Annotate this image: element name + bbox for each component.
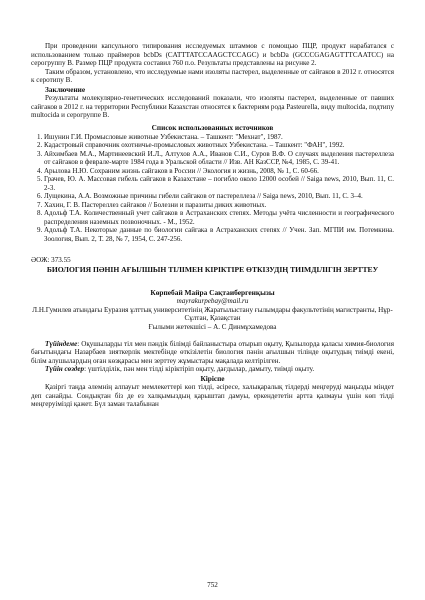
intro-heading: Кіріспе [200,374,225,383]
udk-code: ӘОЖ: 373.55 [31,256,71,265]
reference-item: 7. Хахин, Г. В. Пастереллез сайгаков // Болезни и паразиты диких животных. [44,201,394,210]
reference-item: 4. Арылова Н.Ю. Сохраним жизнь сайгаков в России // Экология и жизнь, 2008, № 1, С. 60-66. [44,167,394,176]
conclusion-heading: Заключение [45,84,86,94]
keywords-label: Түйін сөздер [45,365,85,374]
page-number: 752 [207,581,218,589]
references-title: Список использованных источников [151,122,274,132]
references-list [31,133,394,244]
conclusion-paragraph: Результаты молекулярно-генетических исследований показали, что изоляты пастерел, выделенные от павших сайгаков в 2012 г. на территории Республики Казахстан относятся к бактериям рода Pasteurella, виду multocida, подтипу multocida и серогруппе В. [31,93,394,120]
body-paragraph-2: Таким образом, установлено, что исследуемые нами изоляты пастерел, выделенные от сайгаков в 2012 г. относятся к серотипу В. [31,67,394,85]
keywords-paragraph [31,365,394,374]
reference-item: 5. Грачев, Ю. А. Массовая гибель сайгаков в Казахстане – погибло около 12000 особей // Saiga news, 2010, Вып. 11, С. 2-3. [44,175,394,192]
reference-item: 8. Адольф Т.А. Количественный учет сайгаков в Астраханских степях. Методы учёта численности и географического распределения наземных позвоночных. - М., 1952. [44,209,394,226]
reference-item: 9. Адольф Т.А. Некоторые данные по биологии сайгака в Астраханских степях // Учен. Зап. МГПИ им. Потемкина. Зоология, Вып. 2, Т. 28, № 7, 1954, С. 247-256. [44,226,394,243]
abstract-label: Түйіндеме [45,339,78,348]
reference-item: 6. Лущекина, А.А. Возможные причины гибели сайгаков от пастереллеза // Saiga news, 2010, Вып. 11, С. 3–4. [44,192,394,201]
abstract-paragraph [31,340,394,366]
reference-item: 3. Айхимбаев М.А., Мартинеевский И.Л., Алтухов А.А., Иванов С.И., Суров В.Ф. О случаях выделения пастереллеза от сайгаков в феврале-марте 1984 года в Уральской области // Изв. АН КазССР, №4, 1985, С. 39-41. [44,150,394,167]
abstract-text: : Оқушыларды тіл мен пәндік білімді байланыстыра отырып оқыту, Қызылорда қаласы химия-биология бағытындағы Назарбаев зияткерлік мектебінде өткізілетін биология пәнін ағылшын тілінде оқытудың тиімді екені, білім алушылардың оған көзқарасы мен зерттеу жұмыстары мақалада келтірілген. [31,339,394,365]
reference-item: 1. Ишунин Г.И. Промысловые животные Узбекистана. – Ташкент: "Мехнат", 1987. [44,133,394,142]
author-name: Көрпебай Майра Сақтаибергенқызы [150,288,275,298]
intro-paragraph: Қазіргі таңда әлемнің алпауыт мемлекеттері көп тілді, әсіресе, халықаралық тілдерді меңгеруді маңызды міндет деп санайды. Сондықтан біз де ез халқымыздың қарыштап дамуы, еркендететін артта қалмауы үшін көп тілді меңгеруімізді қажет. Бүл заман талабынан [31,383,394,409]
keywords-text: : үштілділік, пән мен тілді кіріктіріп оқыту, дағдылар, дамыту, тиімді оқыту. [84,365,315,374]
supervisor: Ғылыми жетекшісі – А. С Динмұхамедова [148,323,277,332]
reference-item: 2. Кадастровый справочник охотничье-промысловых животных Узбекистана. – Ташкент: "ФАН", 1992. [44,141,394,150]
author-affiliation: Л.Н.Гумилев атындағы Еуразия ұлттық университетінің Жаратылыстану ғылымдары факультетінің магистранты, Нұр-Сұлтан, Қазақстан [32,305,393,323]
body-paragraph-1: При проведении капсульного типирования исследуемых штаммов с помощью ПЦР, продукт нарабатался с использованием только праймеров bcbDs (CATTTATCCAAGCTCCAGC) и bcbDa (GCCCGAGAGTTTCAATCC) на серогруппу В. Размер ПЦР продукта составил 760 п.о. Результаты представлены на рисунке 2. [31,42,394,68]
author-email: mayrakurpebay@mail.ru [176,297,249,306]
article-title: БИОЛОГИЯ ПӘНІН АҒЫЛШЫН ТІЛІМЕН КІРІКТІРЕ ӨТКІЗУДІҢ ТИІМДІЛІГІН ЗЕРТТЕУ [46,264,379,274]
